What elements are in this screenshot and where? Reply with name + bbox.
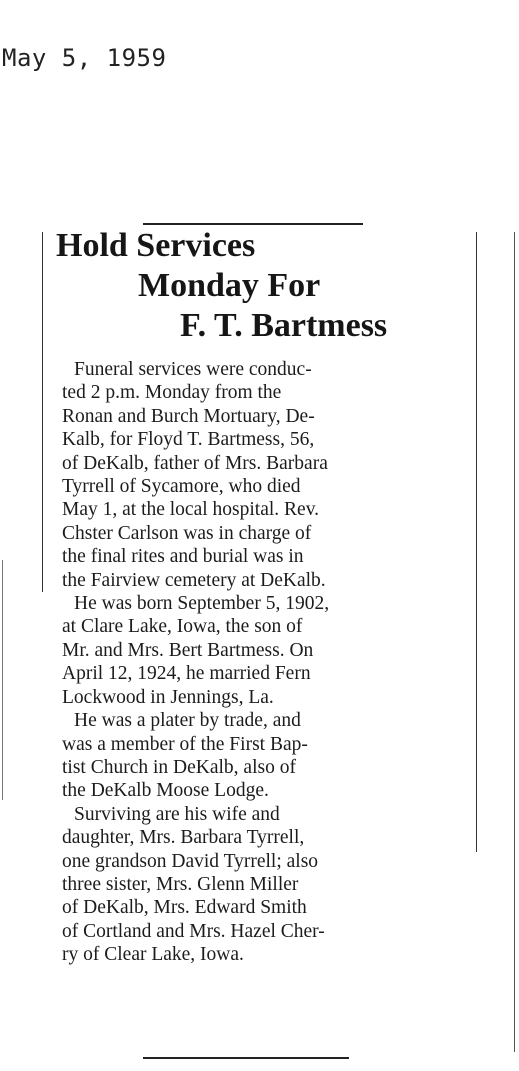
text-line: tist Church in DeKalb, also of <box>62 756 296 778</box>
right-column-border <box>476 232 477 852</box>
newspaper-clipping <box>44 226 474 967</box>
text-line: Ronan and Burch Mortuary, De- <box>62 405 315 427</box>
text-line: Tyrrell of Sycamore, who died <box>62 476 301 498</box>
text-line: He was a plater by trade, and <box>74 710 301 732</box>
paragraph-funeral <box>44 358 474 592</box>
paragraph-birth <box>44 592 474 709</box>
text-line: April 12, 1924, he married Fern <box>62 663 311 685</box>
text-line: May 1, at the local hospital. Rev. <box>62 499 320 521</box>
top-rule <box>143 223 363 225</box>
headline-line-1: Hold Services <box>56 227 256 264</box>
text-line: Mr. and Mrs. Bert Bartmess. On <box>62 639 314 661</box>
text-line: Surviving are his wife and <box>74 803 280 825</box>
text-line: of DeKalb, Mrs. Edward Smith <box>62 897 307 919</box>
text-line: of DeKalb, father of Mrs. Barbara <box>62 452 328 474</box>
text-line: daughter, Mrs. Barbara Tyrrell, <box>62 827 305 849</box>
text-line: of Cortland and Mrs. Hazel Cher- <box>62 920 325 942</box>
text-line: Funeral services were conduc- <box>74 359 312 380</box>
far-right-edge <box>514 232 515 1052</box>
text-line: Chster Carlson was in charge of <box>62 522 312 544</box>
headline-line-2: Monday For <box>138 267 321 304</box>
text-line: Kalb, for Floyd T. Bartmess, 56, <box>62 429 315 451</box>
text-line: ted 2 p.m. Monday from the <box>62 382 282 404</box>
article-body <box>44 358 474 967</box>
left-column-border <box>42 232 43 592</box>
far-left-edge <box>2 560 3 800</box>
text-line: ry of Clear Lake, Iowa. <box>62 944 244 966</box>
headline-line-3: F. T. Bartmess <box>180 307 388 344</box>
text-line: Lockwood in Jennings, La. <box>62 686 274 708</box>
headline <box>44 226 474 346</box>
text-line: one grandson David Tyrrell; also <box>62 850 319 872</box>
text-line: at Clare Lake, Iowa, the son of <box>62 616 303 638</box>
bottom-rule <box>143 1057 349 1059</box>
text-line: the DeKalb Moose Lodge. <box>62 780 269 802</box>
text-line: He was born September 5, 1902, <box>74 593 330 615</box>
text-line: the Fairview cemetery at DeKalb. <box>62 569 326 591</box>
text-line: the final rites and burial was in <box>62 546 304 568</box>
paragraph-survivors <box>44 803 474 967</box>
paragraph-trade <box>44 709 474 803</box>
text-line: was a member of the First Bap- <box>62 733 308 755</box>
clipping-date: May 5, 1959 <box>2 44 167 72</box>
text-line: three sister, Mrs. Glenn Miller <box>62 873 299 895</box>
